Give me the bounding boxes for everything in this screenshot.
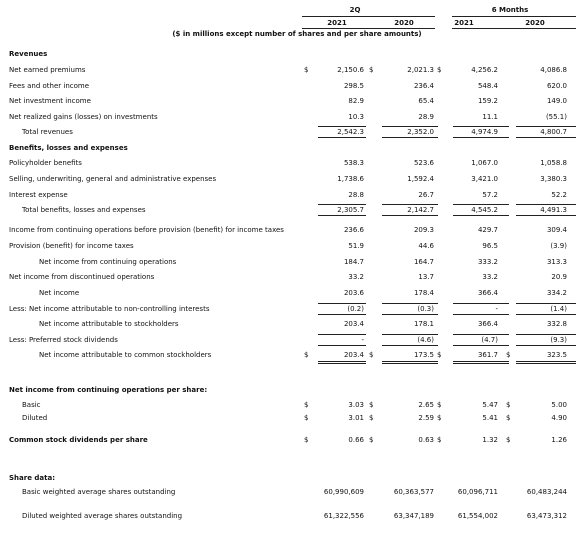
- row-value: 13.7: [418, 273, 434, 281]
- row-value: 82.9: [348, 97, 364, 105]
- row-value: (4.6): [417, 336, 434, 344]
- row-label: Total revenues: [22, 128, 73, 136]
- row-value: 178.4: [413, 289, 434, 297]
- row-value: 33.2: [348, 273, 364, 281]
- row-value: 159.2: [477, 97, 498, 105]
- rule-preferred: [453, 334, 509, 335]
- units-note: ($ in millions except number of shares and per share amounts): [172, 30, 422, 38]
- year-6m-2021: 2021: [454, 19, 474, 27]
- row-value: 2,142.7: [407, 206, 434, 214]
- year-2q-2020: 2020: [394, 19, 414, 27]
- share-value: 63,347,189: [393, 512, 434, 520]
- share-row-label: Basic weighted average shares outstanding: [22, 488, 176, 496]
- currency-symbol: $: [304, 351, 309, 359]
- currency-symbol: $: [304, 401, 309, 409]
- eps-row-label: Diluted: [22, 414, 48, 422]
- row-value: 4,800.7: [540, 128, 567, 136]
- row-value: 96.5: [482, 242, 498, 250]
- row-value: (0.3): [417, 305, 434, 313]
- row-value: 28.9: [418, 113, 434, 121]
- row-value: 11.1: [482, 113, 498, 121]
- dividends-value: 1.26: [551, 436, 567, 444]
- currency-symbol: $: [437, 401, 442, 409]
- period-2q-header: 2Q: [349, 6, 361, 14]
- row-value: -: [495, 305, 498, 313]
- eps-value: 5.41: [482, 414, 498, 422]
- rule-total-benefits: [516, 215, 576, 216]
- rule-total-revenues: [382, 137, 438, 138]
- row-value: 203.6: [343, 289, 364, 297]
- row-label: Benefits, losses and expenses: [9, 144, 128, 152]
- row-label: Income from continuing operations before provision (benefit) for income taxes: [9, 226, 284, 234]
- share-row-label: Diluted weighted average shares outstanding: [22, 512, 183, 520]
- row-value: 1,592.4: [407, 175, 434, 183]
- currency-symbol: $: [437, 414, 442, 422]
- row-value: (0.2): [347, 305, 364, 313]
- row-value: 203.4: [343, 351, 364, 359]
- rule-preferred: [516, 334, 576, 335]
- year-6m-2020: 2020: [525, 19, 545, 27]
- row-label: Interest expense: [9, 191, 68, 199]
- row-value: 184.7: [343, 258, 364, 266]
- row-value: 313.3: [546, 258, 567, 266]
- eps-value: 2.59: [418, 414, 434, 422]
- row-value: 1,058.8: [540, 159, 567, 167]
- eps-title: Net income from continuing operations per share:: [9, 386, 208, 394]
- currency-symbol: $: [437, 436, 442, 444]
- currency-symbol: $: [369, 401, 374, 409]
- dividends-value: 1.32: [482, 436, 498, 444]
- rule-total-benefits: [382, 204, 438, 205]
- currency-symbol: $: [506, 414, 511, 422]
- eps-value: 4.90: [551, 414, 567, 422]
- row-label: Revenues: [9, 50, 48, 58]
- row-value: (3.9): [550, 242, 567, 250]
- row-value: 366.4: [477, 320, 498, 328]
- eps-value: 2.65: [418, 401, 434, 409]
- currency-symbol: $: [506, 351, 511, 359]
- currency-symbol: $: [304, 66, 309, 74]
- row-value: 33.2: [482, 273, 498, 281]
- row-value: 4,256.2: [471, 66, 498, 74]
- rule-preferred: [516, 345, 576, 346]
- row-label: Policyholder benefits: [9, 159, 82, 167]
- rule-nci: [318, 314, 366, 315]
- row-label: Fees and other income: [9, 82, 90, 90]
- rule-total-revenues: [453, 126, 509, 127]
- row-value: 334.2: [546, 289, 567, 297]
- rule-total-benefits: [453, 215, 509, 216]
- year-rule-6m: [452, 28, 576, 29]
- row-value: 52.2: [551, 191, 567, 199]
- row-label: Net income: [39, 289, 80, 297]
- row-value: 523.6: [413, 159, 434, 167]
- dividends-label: Common stock dividends per share: [9, 436, 148, 444]
- rule-nci: [516, 314, 576, 315]
- rule-preferred: [318, 334, 366, 335]
- row-value: 1,738.6: [337, 175, 364, 183]
- row-label: Less: Preferred stock dividends: [9, 336, 118, 344]
- rule-total-revenues: [453, 137, 509, 138]
- dividends-value: 0.66: [348, 436, 364, 444]
- eps-value: 5.00: [551, 401, 567, 409]
- rule-nci: [516, 303, 576, 304]
- currency-symbol: $: [304, 414, 309, 422]
- row-value: 51.9: [348, 242, 364, 250]
- row-value: 429.7: [477, 226, 498, 234]
- rule-preferred: [318, 345, 366, 346]
- row-value: 3,421.0: [471, 175, 498, 183]
- row-value: 203.4: [343, 320, 364, 328]
- row-label: Net investment income: [9, 97, 91, 105]
- row-value: 323.5: [546, 351, 567, 359]
- row-label: Net income from continuing operations: [39, 258, 177, 266]
- row-value: 2,305.7: [337, 206, 364, 214]
- row-value: (1.4): [550, 305, 567, 313]
- row-value: 173.5: [413, 351, 434, 359]
- row-value: 298.5: [343, 82, 364, 90]
- row-value: 28.8: [348, 191, 364, 199]
- row-value: 4,974.9: [471, 128, 498, 136]
- row-value: 44.6: [418, 242, 434, 250]
- currency-symbol: $: [437, 66, 442, 74]
- row-label: Net realized gains (losses) on investments: [9, 113, 158, 121]
- share-value: 60,483,244: [526, 488, 567, 496]
- share-value: 60,096,711: [457, 488, 498, 496]
- row-value: 309.4: [546, 226, 567, 234]
- row-value: 236.6: [343, 226, 364, 234]
- row-value: 1,067.0: [471, 159, 498, 167]
- share-value: 61,554,002: [457, 512, 498, 520]
- rule-nci: [318, 303, 366, 304]
- row-value: 3,380.3: [540, 175, 567, 183]
- currency-symbol: $: [369, 414, 374, 422]
- row-label: Provision (benefit) for income taxes: [9, 242, 134, 250]
- currency-symbol: $: [369, 66, 374, 74]
- eps-value: 5.47: [482, 401, 498, 409]
- rule-total-revenues: [318, 126, 366, 127]
- row-value: 10.3: [348, 113, 364, 121]
- year-2q-2021: 2021: [327, 19, 347, 27]
- currency-symbol: $: [369, 436, 374, 444]
- rule-total-benefits: [382, 215, 438, 216]
- rule-total-revenues: [516, 137, 576, 138]
- currency-symbol: $: [369, 351, 374, 359]
- row-value: 57.2: [482, 191, 498, 199]
- rule-nci: [453, 314, 509, 315]
- currency-symbol: $: [506, 401, 511, 409]
- row-value: 333.2: [477, 258, 498, 266]
- row-label: Net income attributable to common stockholders: [39, 351, 212, 359]
- rule-total-revenues: [382, 126, 438, 127]
- row-value: 65.4: [418, 97, 434, 105]
- row-label: Net earned premiums: [9, 66, 86, 74]
- share-data-title: Share data:: [9, 474, 55, 482]
- rule-nci: [382, 314, 438, 315]
- row-value: (4.7): [481, 336, 498, 344]
- share-value: 63,473,312: [526, 512, 567, 520]
- rule-preferred: [382, 334, 438, 335]
- row-label: Net income attributable to stockholders: [39, 320, 179, 328]
- row-value: 2,150.6: [337, 66, 364, 74]
- rule-total-revenues: [318, 137, 366, 138]
- row-value: 2,352.0: [407, 128, 434, 136]
- row-value: 620.0: [546, 82, 567, 90]
- dividends-value: 0.63: [418, 436, 434, 444]
- header-rule-6m: [452, 16, 576, 17]
- eps-row-label: Basic: [22, 401, 41, 409]
- row-value: 361.7: [477, 351, 498, 359]
- share-value: 60,990,609: [323, 488, 364, 496]
- eps-value: 3.01: [348, 414, 364, 422]
- share-value: 60,363,577: [393, 488, 434, 496]
- rule-nci: [453, 303, 509, 304]
- row-value: 538.3: [343, 159, 364, 167]
- row-value: -: [361, 336, 364, 344]
- rule-double-common: [516, 361, 576, 364]
- rule-total-benefits: [453, 204, 509, 205]
- year-rule-2q: [302, 28, 435, 29]
- row-value: 149.0: [546, 97, 567, 105]
- share-value: 61,322,556: [323, 512, 364, 520]
- row-value: 236.4: [413, 82, 434, 90]
- row-label: Total benefits, losses and expenses: [22, 206, 146, 214]
- rule-double-common: [318, 361, 366, 364]
- rule-total-benefits: [318, 215, 366, 216]
- currency-symbol: $: [506, 436, 511, 444]
- row-value: 209.3: [413, 226, 434, 234]
- row-value: 332.8: [546, 320, 567, 328]
- row-value: 2,542.3: [337, 128, 364, 136]
- row-value: 4,086.8: [540, 66, 567, 74]
- eps-value: 3.03: [348, 401, 364, 409]
- row-value: 4,545.2: [471, 206, 498, 214]
- rule-preferred: [382, 345, 438, 346]
- row-value: 548.4: [477, 82, 498, 90]
- rule-double-common: [453, 361, 509, 364]
- rule-total-benefits: [516, 204, 576, 205]
- row-value: 164.7: [413, 258, 434, 266]
- rule-total-revenues: [516, 126, 576, 127]
- currency-symbol: $: [304, 436, 309, 444]
- rule-nci: [382, 303, 438, 304]
- row-value: 26.7: [418, 191, 434, 199]
- row-label: Less: Net income attributable to non-controlling interests: [9, 305, 210, 313]
- rule-total-benefits: [318, 204, 366, 205]
- row-value: (9.3): [550, 336, 567, 344]
- row-label: Net income from discontinued operations: [9, 273, 155, 281]
- currency-symbol: $: [437, 351, 442, 359]
- period-6m-header: 6 Months: [491, 6, 529, 14]
- rule-preferred: [453, 345, 509, 346]
- row-value: 366.4: [477, 289, 498, 297]
- row-value: 4,491.3: [540, 206, 567, 214]
- row-value: 20.9: [551, 273, 567, 281]
- row-value: (55.1): [545, 113, 567, 121]
- row-value: 2,021.3: [407, 66, 434, 74]
- rule-double-common: [382, 361, 438, 364]
- row-value: 178.1: [413, 320, 434, 328]
- header-rule-2q: [302, 16, 435, 17]
- row-label: Selling, underwriting, general and administrative expenses: [9, 175, 217, 183]
